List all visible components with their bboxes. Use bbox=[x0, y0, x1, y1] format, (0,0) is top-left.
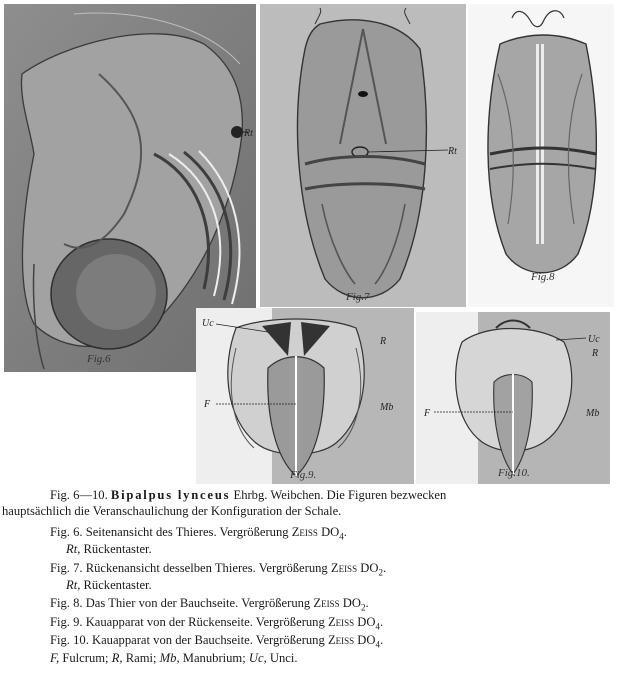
legend-abbr-f: F, bbox=[50, 651, 60, 665]
figure-7-plate bbox=[260, 4, 466, 307]
caption-fig-range: Fig. 6—10. bbox=[50, 488, 108, 502]
fig9-label-uc: Uc bbox=[202, 318, 214, 329]
species-name: Bipalpus lynceus bbox=[110, 488, 231, 502]
caption-rt-1: Rt, Rückentaster. bbox=[66, 542, 152, 556]
caption-fig7: Fig. 7. Rückenansicht desselben Thieres. Vergrößerung Zeiss $DO_2$. bbox=[50, 561, 387, 578]
caption-fig6: Fig. 6. Seitenansicht des Thieres. Vergrößerung Zeiss $DO_4$. bbox=[50, 525, 347, 542]
fig6-label-rt: Rt bbox=[244, 128, 253, 139]
caption-line-2: hauptsächlich die Veranschaulichung der Konfiguration der Schale. bbox=[2, 504, 342, 518]
caption-rt-2: Rt, Rückentaster. bbox=[66, 578, 152, 592]
legend-abbr-r: R, bbox=[111, 651, 123, 665]
fig10-label-f: F bbox=[424, 408, 431, 419]
fig7-caption: Fig.7 bbox=[346, 291, 370, 303]
fig10-caption: Fig.10. bbox=[498, 467, 530, 479]
fig10-label-uc: Uc bbox=[588, 334, 600, 345]
caption-fig9: Fig. 9. Kauapparat von der Rückenseite. Vergrößerung Zeiss $DO_4$. bbox=[50, 615, 384, 632]
fig9-label-f: F bbox=[204, 399, 211, 410]
figure-8-plate bbox=[468, 4, 614, 307]
fig9-label-mb: Mb bbox=[380, 402, 394, 413]
fig7-label-rt: Rt bbox=[448, 146, 457, 157]
fig10-label-r: R bbox=[592, 348, 599, 359]
fig10-label-mb: Mb bbox=[586, 408, 600, 419]
fig8-caption: Fig.8 bbox=[531, 271, 555, 283]
fig6-caption: Fig.6 bbox=[87, 353, 111, 365]
legend-abbr-uc: Uc, bbox=[248, 651, 267, 665]
figure-10-plate bbox=[416, 312, 610, 484]
fig9-caption: Fig.9. bbox=[290, 469, 317, 481]
fig9-label-r: R bbox=[380, 336, 387, 347]
figure-9-plate bbox=[196, 308, 414, 484]
caption-legend: F, Fulcrum; R, Rami; Mb, Manubrium; Uc, Unci. bbox=[50, 651, 298, 665]
caption-fig10: Fig. 10. Kauapparat von der Bauchseite. Vergrößerung Zeiss $DO_4$. bbox=[50, 633, 384, 650]
caption-fig8: Fig. 8. Das Thier von der Bauchseite. Vergrößerung Zeiss $DO_2$. bbox=[50, 596, 369, 613]
caption-line-1 bbox=[50, 488, 446, 504]
caption-line-1-rest: Ehrbg. Weibchen. Die Figuren bezwecken bbox=[233, 488, 447, 502]
legend-abbr-mb: Mb, bbox=[159, 651, 180, 665]
